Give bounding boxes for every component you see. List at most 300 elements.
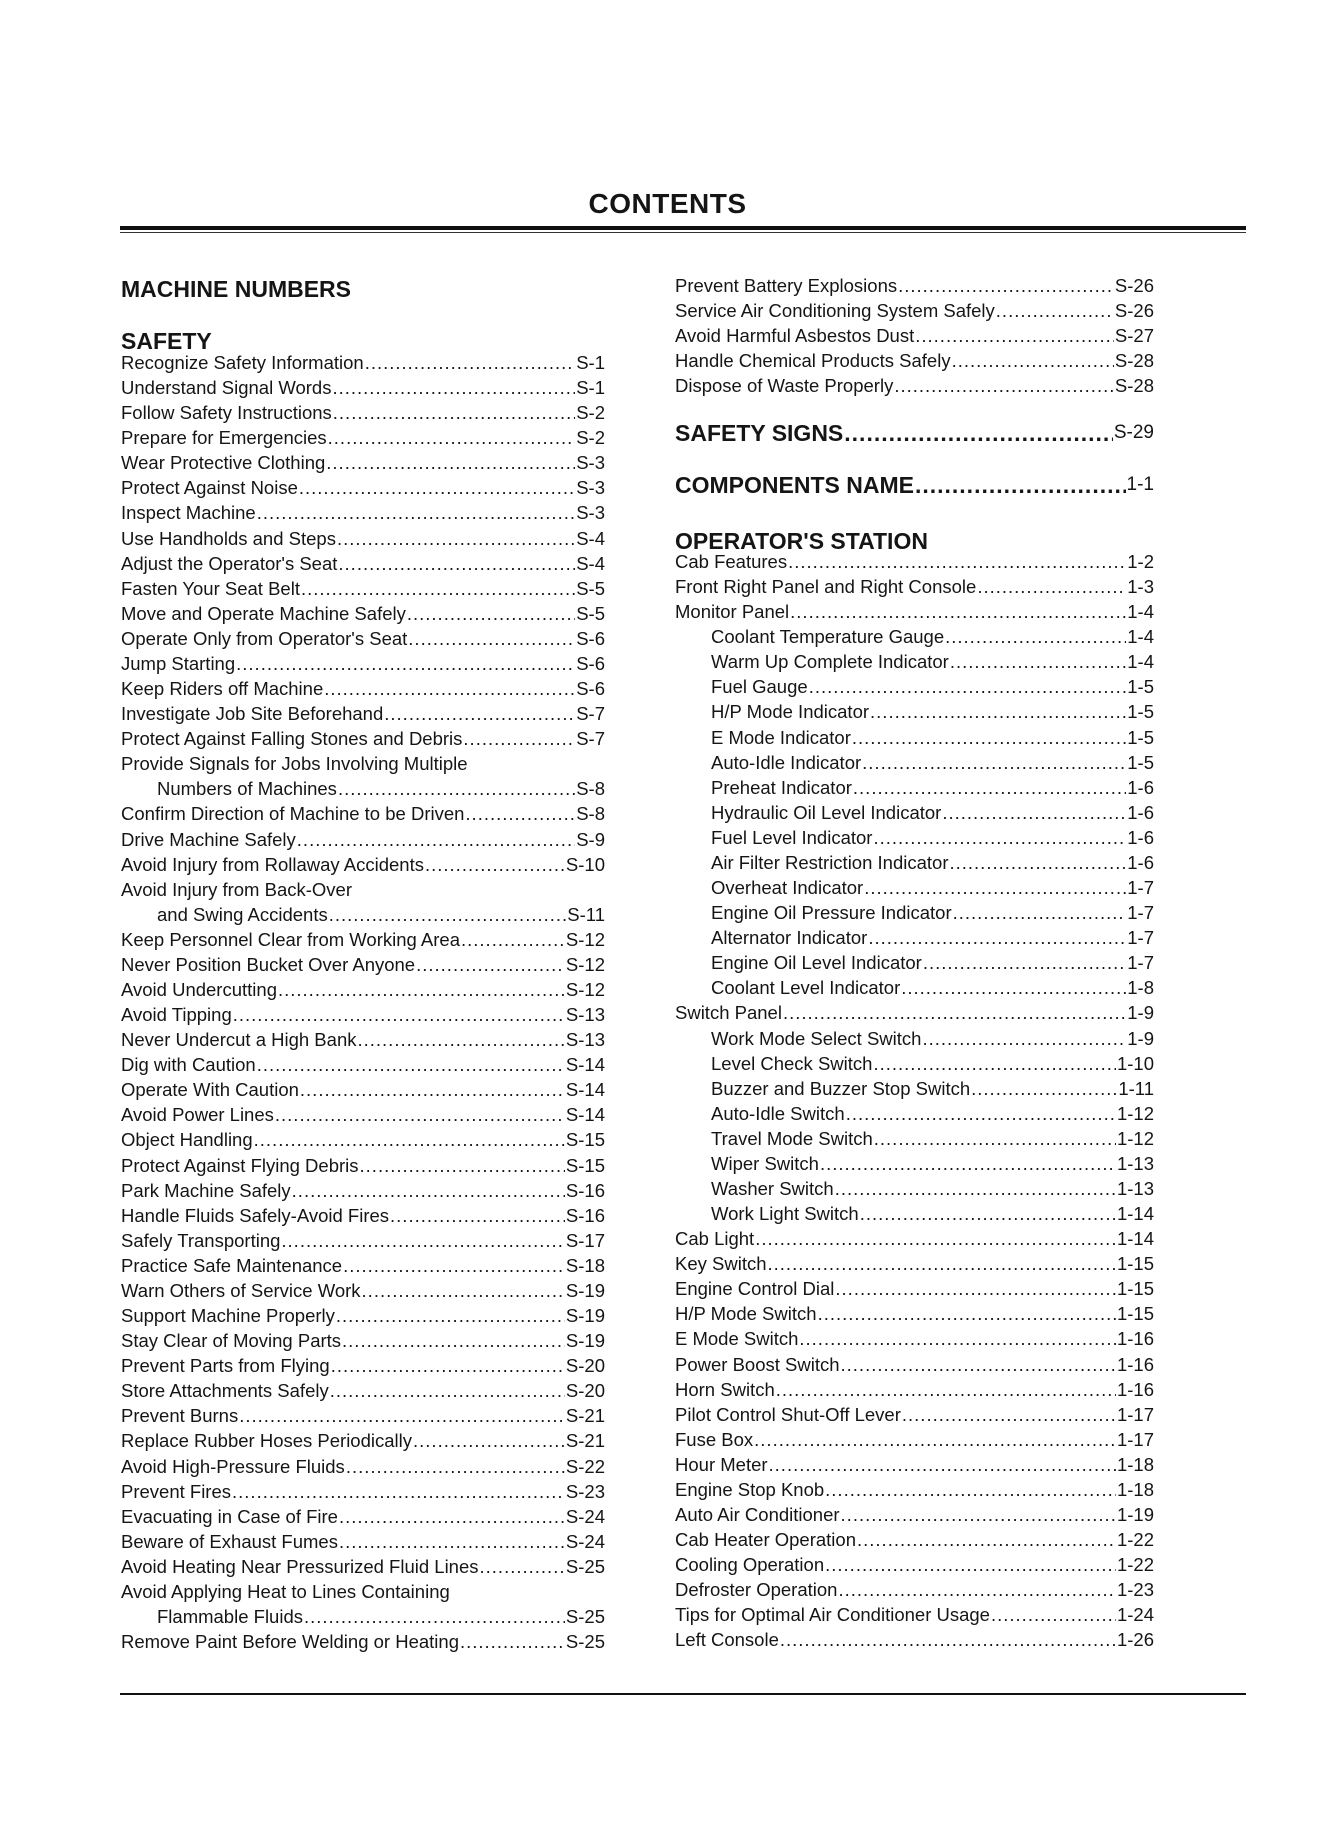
toc-entry-page: 1-7 xyxy=(1127,952,1154,974)
toc-entry[interactable] xyxy=(675,727,1154,749)
toc-entry-page: 1-9 xyxy=(1127,1027,1154,1049)
toc-entry-title: E Mode Indicator xyxy=(711,726,851,748)
toc-entry[interactable] xyxy=(121,1255,605,1277)
toc-entry[interactable] xyxy=(121,1556,605,1578)
toc-entry[interactable] xyxy=(675,601,1154,623)
toc-dot-leader xyxy=(783,1002,1126,1024)
toc-entry-page: S-29 xyxy=(1113,422,1154,443)
toc-entry-title: COMPONENTS NAME xyxy=(675,472,914,498)
toc-entry[interactable] xyxy=(675,1354,1154,1376)
toc-dot-leader xyxy=(853,777,1126,799)
toc-entry-title: Tips for Optimal Air Conditioner Usage xyxy=(675,1604,990,1626)
toc-dot-leader xyxy=(788,551,1126,573)
toc-entry[interactable] xyxy=(121,1029,605,1051)
toc-entry-title: Wiper Switch xyxy=(711,1152,819,1174)
page-title: CONTENTS xyxy=(588,188,747,219)
toc-entry[interactable] xyxy=(675,927,1154,949)
toc-dot-leader xyxy=(299,477,575,499)
toc-entry[interactable] xyxy=(121,1155,605,1177)
toc-entry[interactable] xyxy=(675,902,1154,924)
toc-entry-page: S-25 xyxy=(565,1606,605,1627)
toc-entry[interactable] xyxy=(121,528,605,550)
toc-entry[interactable] xyxy=(121,427,605,449)
toc-dot-leader xyxy=(257,502,575,524)
toc-entry[interactable] xyxy=(121,1004,605,1026)
toc-entry[interactable] xyxy=(675,1228,1154,1250)
toc-entry-page: 1-5 xyxy=(1127,751,1154,773)
toc-entry-title: Left Console xyxy=(675,1629,779,1651)
toc-entry[interactable] xyxy=(675,1379,1154,1401)
toc-dot-leader xyxy=(901,977,1126,999)
toc-entry[interactable] xyxy=(121,979,605,1001)
toc-entry-page: 1-4 xyxy=(1127,626,1154,648)
toc-entry[interactable] xyxy=(675,472,1154,498)
toc-entry[interactable] xyxy=(121,402,605,424)
toc-entry[interactable] xyxy=(675,375,1154,397)
toc-entry[interactable] xyxy=(121,728,605,750)
toc-entry-title: Power Boost Switch xyxy=(675,1353,840,1375)
toc-entry-page: S-13 xyxy=(565,1029,605,1051)
toc-entry-page: 1-12 xyxy=(1116,1127,1154,1149)
toc-dot-leader xyxy=(825,1479,1116,1501)
toc-entry[interactable] xyxy=(675,1554,1154,1576)
toc-dot-leader xyxy=(460,1631,565,1653)
toc-entry-title: Horn Switch xyxy=(675,1378,775,1400)
toc-dot-leader xyxy=(333,402,575,424)
toc-entry[interactable] xyxy=(675,1278,1154,1300)
toc-dot-leader xyxy=(338,778,575,800)
toc-entry[interactable] xyxy=(121,1481,605,1503)
toc-entry-page: S-20 xyxy=(565,1380,605,1402)
toc-dot-leader xyxy=(278,979,565,1001)
toc-entry-page: 1-6 xyxy=(1127,776,1154,798)
toc-entry-title: Keep Personnel Clear from Working Area xyxy=(121,928,460,950)
toc-dot-leader xyxy=(870,701,1126,723)
toc-entry-title: Protect Against Falling Stones and Debris xyxy=(121,728,463,750)
toc-entry[interactable] xyxy=(675,1404,1154,1426)
toc-entry[interactable] xyxy=(675,651,1154,673)
toc-entry-title: Engine Stop Knob xyxy=(675,1478,825,1500)
toc-dot-leader xyxy=(461,929,565,951)
toc-dot-leader xyxy=(857,1529,1116,1551)
toc-entry[interactable] xyxy=(121,1280,605,1302)
toc-entry[interactable] xyxy=(121,1606,605,1628)
toc-entry[interactable] xyxy=(675,626,1154,648)
toc-entry[interactable] xyxy=(121,1104,605,1126)
toc-entry-page: 1-6 xyxy=(1127,801,1154,823)
toc-entry-page: 1-5 xyxy=(1127,701,1154,723)
toc-dot-leader xyxy=(365,352,576,374)
toc-entry[interactable] xyxy=(675,275,1154,297)
toc-entry[interactable] xyxy=(121,452,605,474)
toc-entry-page: S-16 xyxy=(565,1179,605,1201)
toc-entry-page: 1-7 xyxy=(1127,877,1154,899)
toc-entry[interactable] xyxy=(121,502,605,524)
toc-dot-leader xyxy=(465,803,575,825)
toc-entry-title: Drive Machine Safely xyxy=(121,828,296,850)
toc-entry-title: SAFETY SIGNS xyxy=(675,420,844,446)
toc-entry-title: Washer Switch xyxy=(711,1178,834,1199)
toc-entry-title: Auto-Idle Indicator xyxy=(711,751,862,773)
toc-entry[interactable] xyxy=(675,300,1154,322)
toc-dot-leader xyxy=(902,1404,1116,1426)
toc-entry-page: S-14 xyxy=(565,1079,605,1101)
toc-dot-leader xyxy=(337,528,575,550)
toc-entry[interactable] xyxy=(675,852,1154,874)
toc-dot-leader xyxy=(292,1180,565,1202)
toc-entry-title: Use Handholds and Steps xyxy=(121,527,336,549)
toc-entry-title: Travel Mode Switch xyxy=(711,1127,873,1149)
toc-entry[interactable] xyxy=(675,1053,1154,1075)
toc-entry-page: 1-1 xyxy=(1126,474,1154,495)
toc-entry-page: S-4 xyxy=(576,552,605,574)
toc-entry-title: Fuse Box xyxy=(675,1428,754,1450)
toc-entry-title: Prevent Battery Explosions xyxy=(675,275,898,296)
toc-entry-title: and Swing Accidents xyxy=(157,903,328,925)
toc-entry-page: S-8 xyxy=(576,803,605,825)
toc-entry-title: Numbers of Machines xyxy=(157,778,337,800)
toc-dot-leader xyxy=(971,1078,1117,1100)
toc-entry-title: E Mode Switch xyxy=(675,1328,799,1350)
toc-entry-title: Protect Against Noise xyxy=(121,477,298,499)
toc-entry-page: 1-17 xyxy=(1116,1428,1154,1450)
toc-entry-page: S-24 xyxy=(565,1505,605,1527)
toc-entry-title: Cooling Operation xyxy=(675,1554,825,1576)
toc-entry[interactable] xyxy=(121,352,605,374)
toc-entry[interactable] xyxy=(121,929,605,951)
toc-entry-page: 1-26 xyxy=(1116,1629,1154,1651)
toc-dot-leader xyxy=(330,1380,565,1402)
toc-entry[interactable] xyxy=(675,1153,1154,1175)
toc-entry-title: Remove Paint Before Welding or Heating xyxy=(121,1631,459,1653)
toc-entry-page: 1-16 xyxy=(1116,1378,1154,1400)
toc-entry[interactable] xyxy=(675,802,1154,824)
toc-dot-leader xyxy=(254,1129,565,1151)
toc-entry-page: 1-16 xyxy=(1116,1328,1154,1350)
bottom-rule xyxy=(120,1693,1246,1695)
toc-entry[interactable] xyxy=(121,1330,605,1352)
toc-dot-leader xyxy=(790,601,1126,623)
toc-entry[interactable] xyxy=(121,703,605,725)
toc-dot-leader xyxy=(942,802,1126,824)
toc-entry-wrapped[interactable] xyxy=(121,879,605,901)
toc-dot-leader xyxy=(416,954,565,976)
toc-entry-title: Avoid Power Lines xyxy=(121,1104,274,1126)
toc-entry[interactable] xyxy=(675,1629,1154,1651)
toc-entry[interactable] xyxy=(121,1506,605,1528)
toc-entry[interactable] xyxy=(675,1429,1154,1451)
toc-entry-page: 1-22 xyxy=(1116,1529,1154,1551)
toc-dot-leader xyxy=(236,653,575,675)
toc-dot-leader xyxy=(463,728,575,750)
toc-entry[interactable] xyxy=(121,653,605,675)
toc-dot-leader xyxy=(915,325,1114,347)
toc-entry[interactable] xyxy=(121,1531,605,1553)
toc-entry-page: S-7 xyxy=(576,728,605,750)
toc-entry-page: S-19 xyxy=(565,1305,605,1327)
toc-entry-title: Prevent Burns xyxy=(121,1405,239,1427)
toc-entry[interactable] xyxy=(675,1128,1154,1150)
toc-dot-leader xyxy=(838,1579,1116,1601)
toc-entry-title: Engine Oil Pressure Indicator xyxy=(711,902,952,924)
toc-dot-leader xyxy=(841,1504,1116,1526)
toc-entry-page: S-2 xyxy=(576,427,605,449)
toc-entry[interactable] xyxy=(121,1355,605,1377)
toc-entry-page: S-26 xyxy=(1114,300,1154,322)
toc-entry-title: Store Attachments Safely xyxy=(121,1380,329,1402)
toc-entry[interactable] xyxy=(675,551,1154,573)
toc-entry[interactable] xyxy=(675,576,1154,598)
toc-dot-leader xyxy=(769,1454,1116,1476)
toc-entry-title: Alternator Indicator xyxy=(711,927,868,949)
toc-dot-leader xyxy=(300,1079,565,1101)
toc-dot-leader xyxy=(977,576,1126,598)
toc-entry-page: S-12 xyxy=(565,953,605,975)
toc-entry[interactable] xyxy=(121,477,605,499)
toc-entry[interactable] xyxy=(675,977,1154,999)
toc-entry-title: Avoid Applying Heat to Lines Containing xyxy=(121,1580,450,1602)
toc-entry[interactable] xyxy=(675,1078,1154,1100)
toc-entry-page: 1-5 xyxy=(1127,676,1154,698)
toc-dot-leader xyxy=(755,1228,1116,1250)
toc-dot-leader xyxy=(326,452,575,474)
toc-entry-title: Avoid Injury from Back-Over xyxy=(121,878,352,900)
toc-entry[interactable] xyxy=(675,952,1154,974)
toc-entry-title: H/P Mode Indicator xyxy=(711,701,870,723)
toc-entry-title: H/P Mode Switch xyxy=(675,1303,817,1325)
toc-entry[interactable] xyxy=(675,1178,1154,1200)
toc-entry[interactable] xyxy=(675,325,1154,347)
toc-entry-title: Follow Safety Instructions xyxy=(121,402,332,424)
toc-entry[interactable] xyxy=(121,628,605,650)
toc-dot-leader xyxy=(232,1481,565,1503)
toc-dot-leader xyxy=(873,827,1126,849)
toc-dot-leader xyxy=(835,1278,1116,1300)
toc-dot-leader xyxy=(239,1405,565,1427)
toc-dot-leader xyxy=(768,1253,1116,1275)
toc-entry[interactable] xyxy=(121,829,605,851)
toc-entry[interactable] xyxy=(675,752,1154,774)
toc-entry-title: Prepare for Emergencies xyxy=(121,427,327,449)
toc-dot-leader xyxy=(336,1305,565,1327)
toc-entry-page: 1-3 xyxy=(1127,576,1154,598)
toc-entry-page: 1-4 xyxy=(1127,601,1154,623)
toc-entry[interactable] xyxy=(121,553,605,575)
toc-dot-leader xyxy=(304,1606,565,1628)
toc-entry[interactable] xyxy=(675,1504,1154,1526)
toc-entry-page: S-6 xyxy=(576,652,605,674)
toc-entry[interactable] xyxy=(121,1205,605,1227)
toc-entry[interactable] xyxy=(121,954,605,976)
toc-entry-title: Handle Chemical Products Safely xyxy=(675,350,951,372)
toc-entry-page: 1-19 xyxy=(1116,1504,1154,1526)
toc-dot-leader xyxy=(275,1104,565,1126)
toc-dot-leader xyxy=(339,1506,565,1528)
toc-entry-page: S-14 xyxy=(565,1104,605,1126)
toc-entry-page: 1-9 xyxy=(1127,1002,1154,1024)
toc-dot-leader xyxy=(991,1604,1116,1626)
toc-entry-page: 1-17 xyxy=(1116,1403,1154,1425)
toc-dot-leader xyxy=(301,578,575,600)
toc-entry-page: S-6 xyxy=(576,678,605,700)
toc-entry-title: Work Light Switch xyxy=(711,1203,859,1225)
toc-entry[interactable] xyxy=(121,1129,605,1151)
toc-entry[interactable] xyxy=(675,1002,1154,1024)
toc-dot-leader xyxy=(480,1556,565,1578)
toc-entry[interactable] xyxy=(121,578,605,600)
toc-entry[interactable] xyxy=(121,678,605,700)
toc-entry-page: 1-18 xyxy=(1116,1453,1154,1475)
toc-entry[interactable] xyxy=(121,1230,605,1252)
toc-entry-title: Warm Up Complete Indicator xyxy=(711,651,949,673)
toc-entry-page: 1-14 xyxy=(1116,1203,1154,1225)
toc-dot-leader xyxy=(846,1103,1116,1125)
toc-entry[interactable] xyxy=(675,777,1154,799)
toc-dot-leader xyxy=(953,902,1127,924)
toc-dot-leader xyxy=(342,1330,565,1352)
toc-entry[interactable] xyxy=(121,1180,605,1202)
toc-dot-leader xyxy=(949,852,1126,874)
toc-entry[interactable] xyxy=(675,827,1154,849)
toc-entry-page: S-12 xyxy=(565,928,605,950)
toc-entry[interactable] xyxy=(675,350,1154,372)
toc-entry-title: Move and Operate Machine Safely xyxy=(121,602,406,624)
toc-entry-page: 1-15 xyxy=(1116,1278,1154,1300)
toc-entry-page: 1-13 xyxy=(1116,1152,1154,1174)
toc-dot-leader xyxy=(390,1205,565,1227)
toc-entry-title: Service Air Conditioning System Safely xyxy=(675,300,995,322)
toc-entry-page: S-5 xyxy=(576,577,605,599)
toc-entry-title: Avoid Injury from Rollaway Accidents xyxy=(121,853,424,875)
toc-entry[interactable] xyxy=(121,1305,605,1327)
toc-dot-leader xyxy=(297,829,575,851)
toc-entry-title: Fasten Your Seat Belt xyxy=(121,577,300,599)
toc-entry-title: Work Mode Select Switch xyxy=(711,1027,922,1049)
toc-entry[interactable] xyxy=(121,1430,605,1452)
toc-entry-title: Avoid High-Pressure Fluids xyxy=(121,1455,345,1477)
toc-entry-page: S-26 xyxy=(1114,275,1154,296)
toc-entry-title: Protect Against Flying Debris xyxy=(121,1154,359,1176)
toc-entry-title: Prevent Parts from Flying xyxy=(121,1355,330,1377)
toc-entry-page: S-16 xyxy=(565,1204,605,1226)
toc-dot-leader xyxy=(852,727,1126,749)
toc-entry[interactable] xyxy=(121,1380,605,1402)
toc-entry-page: S-17 xyxy=(565,1229,605,1251)
toc-entry-page: S-3 xyxy=(576,502,605,524)
toc-entry-page: 1-12 xyxy=(1116,1102,1154,1124)
toc-entry[interactable] xyxy=(675,1028,1154,1050)
toc-entry-wrapped[interactable] xyxy=(121,1581,605,1603)
toc-entry[interactable] xyxy=(121,1054,605,1076)
section-heading-operators-station: OPERATOR'S STATION xyxy=(675,528,928,554)
toc-dot-leader xyxy=(362,1280,565,1302)
toc-entry[interactable] xyxy=(675,1604,1154,1626)
toc-entry-page: S-13 xyxy=(565,1004,605,1026)
toc-entry[interactable] xyxy=(675,1529,1154,1551)
toc-entry-page: 1-16 xyxy=(1116,1353,1154,1375)
toc-entry[interactable] xyxy=(675,877,1154,899)
toc-entry-title: Safely Transporting xyxy=(121,1229,281,1251)
toc-entry[interactable] xyxy=(675,1303,1154,1325)
toc-dot-leader xyxy=(996,300,1114,322)
toc-dot-leader xyxy=(809,676,1127,698)
toc-entry[interactable] xyxy=(675,1454,1154,1476)
toc-entry-page: S-28 xyxy=(1114,375,1154,397)
toc-entry[interactable] xyxy=(675,420,1154,446)
toc-entry-page: S-18 xyxy=(565,1254,605,1276)
toc-entry-title: Avoid Heating Near Pressurized Fluid Lines xyxy=(121,1555,479,1577)
toc-entry[interactable] xyxy=(675,1479,1154,1501)
toc-entry[interactable] xyxy=(121,1456,605,1478)
toc-entry-page: S-1 xyxy=(576,377,605,399)
toc-entry-page: 1-7 xyxy=(1127,927,1154,949)
toc-entry-title: Front Right Panel and Right Console xyxy=(675,576,977,598)
toc-entry-title: Preheat Indicator xyxy=(711,776,852,798)
toc-entry-title: Handle Fluids Safely-Avoid Fires xyxy=(121,1204,390,1226)
toc-entry-page: S-15 xyxy=(565,1129,605,1151)
toc-entry-page: S-6 xyxy=(576,627,605,649)
toc-entry[interactable] xyxy=(121,1405,605,1427)
toc-entry-page: S-25 xyxy=(565,1631,605,1653)
toc-entry-title: Recognize Safety Information xyxy=(121,352,364,373)
toc-entry[interactable] xyxy=(121,1631,605,1653)
toc-entry[interactable] xyxy=(675,1328,1154,1350)
toc-entry-page: 1-15 xyxy=(1116,1303,1154,1325)
toc-entry-page: S-2 xyxy=(576,402,605,424)
toc-dot-leader xyxy=(408,628,575,650)
toc-dot-leader xyxy=(413,1430,565,1452)
toc-dot-leader xyxy=(825,1554,1116,1576)
toc-entry[interactable] xyxy=(121,904,605,926)
toc-dot-leader xyxy=(868,927,1126,949)
toc-entry[interactable] xyxy=(121,854,605,876)
toc-entry-page: 1-2 xyxy=(1127,551,1154,572)
toc-entry-wrapped[interactable] xyxy=(121,753,605,775)
toc-entry-title: Hour Meter xyxy=(675,1453,768,1475)
toc-entry-title: Dispose of Waste Properly xyxy=(675,375,894,397)
toc-entry-page: S-3 xyxy=(576,477,605,499)
toc-entry-page: S-11 xyxy=(567,903,605,925)
toc-entry-page: S-8 xyxy=(576,778,605,800)
toc-dot-leader xyxy=(862,752,1126,774)
toc-entry[interactable] xyxy=(675,701,1154,723)
toc-entry-title: Confirm Direction of Machine to be Driven xyxy=(121,803,465,825)
toc-entry[interactable] xyxy=(121,1079,605,1101)
toc-dot-leader xyxy=(799,1328,1116,1350)
toc-entry[interactable] xyxy=(121,803,605,825)
toc-dot-leader xyxy=(873,1053,1116,1075)
toc-entry-title: Provide Signals for Jobs Involving Multiple xyxy=(121,753,468,775)
toc-entry-title: Avoid Harmful Asbestos Dust xyxy=(675,325,915,347)
section-heading-safety: SAFETY xyxy=(121,328,212,354)
toc-dot-leader xyxy=(329,904,567,926)
toc-entry[interactable] xyxy=(121,778,605,800)
toc-entry-title: Key Switch xyxy=(675,1253,767,1275)
toc-entry[interactable] xyxy=(675,676,1154,698)
toc-entry[interactable] xyxy=(675,1103,1154,1125)
toc-entry[interactable] xyxy=(675,1203,1154,1225)
toc-entry-page: 1-22 xyxy=(1116,1554,1154,1576)
toc-entry[interactable] xyxy=(675,1253,1154,1275)
toc-dot-leader xyxy=(915,472,1126,498)
toc-entry-page: S-19 xyxy=(565,1279,605,1301)
toc-entry[interactable] xyxy=(121,377,605,399)
toc-dot-leader xyxy=(233,1004,565,1026)
toc-entry-title: Investigate Job Site Beforehand xyxy=(121,703,384,725)
toc-entry[interactable] xyxy=(675,1579,1154,1601)
toc-entry[interactable] xyxy=(121,603,605,625)
toc-dot-leader xyxy=(950,651,1126,673)
